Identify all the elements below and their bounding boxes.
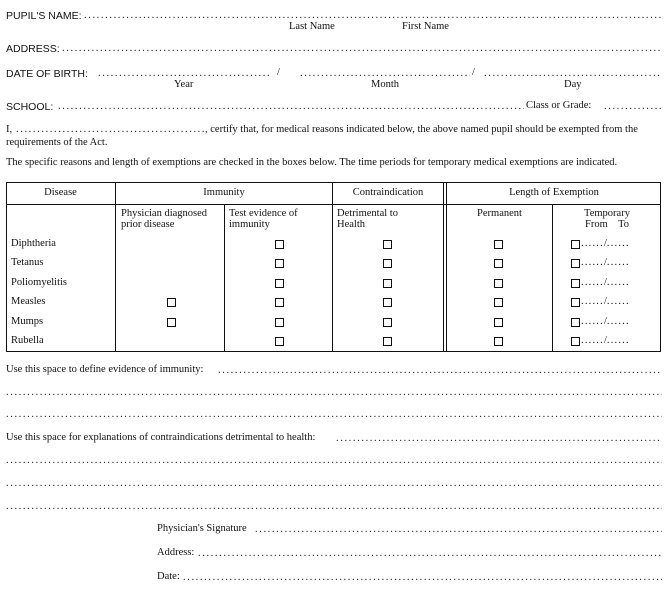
last-name-caption: Last Name: [289, 21, 335, 32]
physician-diagnosed-checkbox[interactable]: [167, 298, 176, 307]
from-to-separator: /: [603, 238, 607, 249]
test-evidence-checkbox[interactable]: [275, 337, 284, 346]
permanent-checkbox[interactable]: [494, 337, 503, 346]
temporary-from-to-field[interactable]: [581, 277, 630, 289]
permanent-checkbox[interactable]: [494, 259, 503, 268]
physician-address-field[interactable]: [198, 548, 662, 560]
school-label: SCHOOL:: [6, 101, 54, 113]
address-field[interactable]: [62, 43, 662, 55]
class-grade-field[interactable]: [604, 101, 662, 113]
detrimental-checkbox[interactable]: [383, 318, 392, 327]
first-name-caption: First Name: [402, 21, 449, 32]
disease-name: Mumps: [11, 316, 44, 327]
immunity-evidence-line[interactable]: [6, 409, 662, 421]
from-to-separator: /: [603, 277, 607, 288]
year-caption: Year: [174, 79, 194, 90]
date-field[interactable]: [183, 572, 662, 584]
month-caption: Month: [371, 79, 400, 90]
to-dots: ......: [606, 335, 630, 346]
physician-name-field[interactable]: [16, 124, 204, 136]
from-dots: ......: [581, 257, 604, 268]
from-to-separator: /: [603, 335, 607, 346]
address-label: ADDRESS:: [6, 43, 60, 55]
dob-separator: /: [472, 67, 475, 78]
to-dots: ......: [606, 296, 630, 307]
from-to-separator: /: [603, 296, 607, 307]
contraindication-explain-line[interactable]: [6, 455, 662, 467]
detrimental-checkbox[interactable]: [383, 298, 392, 307]
permanent-checkbox[interactable]: [494, 298, 503, 307]
temporary-from-to-field[interactable]: [581, 257, 630, 269]
detrimental-checkbox[interactable]: [383, 240, 392, 249]
disease-name: Tetanus: [11, 257, 44, 268]
test-evidence-checkbox[interactable]: [275, 298, 284, 307]
immunity-evidence-line[interactable]: [6, 387, 662, 399]
pupil-name-field[interactable]: [84, 10, 662, 22]
from-to-separator: /: [603, 316, 607, 327]
temporary-from-to-field[interactable]: [581, 316, 630, 328]
from-dots: ......: [581, 316, 604, 327]
temporary-checkbox[interactable]: [571, 279, 580, 288]
dob-separator: /: [277, 67, 280, 78]
disease-name: Poliomyelitis: [11, 277, 68, 288]
contraindication-explain-label: Use this space for explanations of contraindications detrimental to health:: [6, 432, 316, 443]
from-to-separator: /: [603, 257, 607, 268]
from-dots: ......: [581, 335, 604, 346]
immunity-evidence-field[interactable]: [218, 365, 662, 377]
date-label: Date:: [157, 571, 180, 582]
from-dots: ......: [581, 296, 604, 307]
immunity-evidence-label: Use this space to define evidence of immunity:: [6, 364, 204, 375]
table-header-divider: [6, 204, 661, 205]
column-divider: [115, 182, 116, 352]
detrimental-checkbox[interactable]: [383, 337, 392, 346]
length-header: Length of Exemption: [509, 187, 599, 198]
cert-prefix: I,: [6, 124, 13, 135]
test-evidence-checkbox[interactable]: [275, 279, 284, 288]
test-evidence-subheader-2: immunity: [229, 219, 270, 230]
signature-field[interactable]: [255, 524, 662, 536]
physician-diagnosed-checkbox[interactable]: [167, 318, 176, 327]
cert-note: The specific reasons and length of exemptions are checked in the boxes below. The time periods for temporary medical exemptions are indicated.: [6, 157, 618, 168]
signature-label: Physician's Signature: [157, 523, 247, 534]
disease-name: Diphtheria: [11, 238, 56, 249]
test-evidence-subheader: Test evidence of: [229, 208, 298, 219]
class-grade-label: Class or Grade:: [526, 100, 592, 111]
cert-line-2: requirements of the Act.: [6, 137, 108, 148]
permanent-subheader: Permanent: [477, 208, 522, 219]
to-dots: ......: [606, 277, 630, 288]
column-divider: [224, 204, 225, 352]
disease-name: Rubella: [11, 335, 44, 346]
test-evidence-checkbox[interactable]: [275, 240, 284, 249]
physician-diagnosed-subheader-2: prior disease: [121, 219, 175, 230]
temporary-from-to-field[interactable]: [581, 296, 630, 308]
detrimental-subheader: Detrimental to: [337, 208, 398, 219]
day-caption: Day: [564, 79, 582, 90]
contraindication-explain-line[interactable]: [6, 478, 662, 490]
temporary-checkbox[interactable]: [571, 259, 580, 268]
from-dots: ......: [581, 277, 604, 288]
temporary-from-to-field[interactable]: [581, 238, 630, 250]
detrimental-checkbox[interactable]: [383, 279, 392, 288]
detrimental-subheader-2: Health: [337, 219, 365, 230]
temporary-checkbox[interactable]: [571, 318, 580, 327]
dob-label: DATE OF BIRTH:: [6, 68, 88, 80]
permanent-checkbox[interactable]: [494, 279, 503, 288]
physician-diagnosed-subheader: Physician diagnosed: [121, 208, 208, 219]
column-divider: [443, 182, 444, 352]
disease-header: Disease: [44, 187, 77, 198]
pupil-name-label: PUPIL'S NAME:: [6, 10, 82, 22]
test-evidence-checkbox[interactable]: [275, 259, 284, 268]
cert-line-1: , certify that, for medical reasons indicated below, the above named pupil should be exempted from the: [205, 124, 638, 135]
column-divider: [332, 182, 333, 352]
to-dots: ......: [606, 257, 630, 268]
to-dots: ......: [606, 316, 630, 327]
temporary-subheader: Temporary: [584, 208, 630, 219]
permanent-checkbox[interactable]: [494, 318, 503, 327]
contraindication-header: Contraindication: [352, 187, 424, 198]
disease-name: Measles: [11, 296, 46, 307]
school-field[interactable]: [58, 101, 524, 113]
permanent-checkbox[interactable]: [494, 240, 503, 249]
temporary-from-to-field[interactable]: [581, 335, 630, 347]
immunity-header: Immunity: [203, 187, 245, 198]
from-dots: ......: [581, 238, 604, 249]
from-to-subheader: From To: [585, 219, 629, 230]
physician-address-label: Address:: [157, 547, 195, 558]
contraindication-explain-field[interactable]: [336, 433, 662, 445]
contraindication-explain-line[interactable]: [6, 501, 662, 513]
temporary-checkbox[interactable]: [571, 298, 580, 307]
to-dots: ......: [606, 238, 630, 249]
detrimental-checkbox[interactable]: [383, 259, 392, 268]
temporary-checkbox[interactable]: [571, 337, 580, 346]
test-evidence-checkbox[interactable]: [275, 318, 284, 327]
temporary-checkbox[interactable]: [571, 240, 580, 249]
